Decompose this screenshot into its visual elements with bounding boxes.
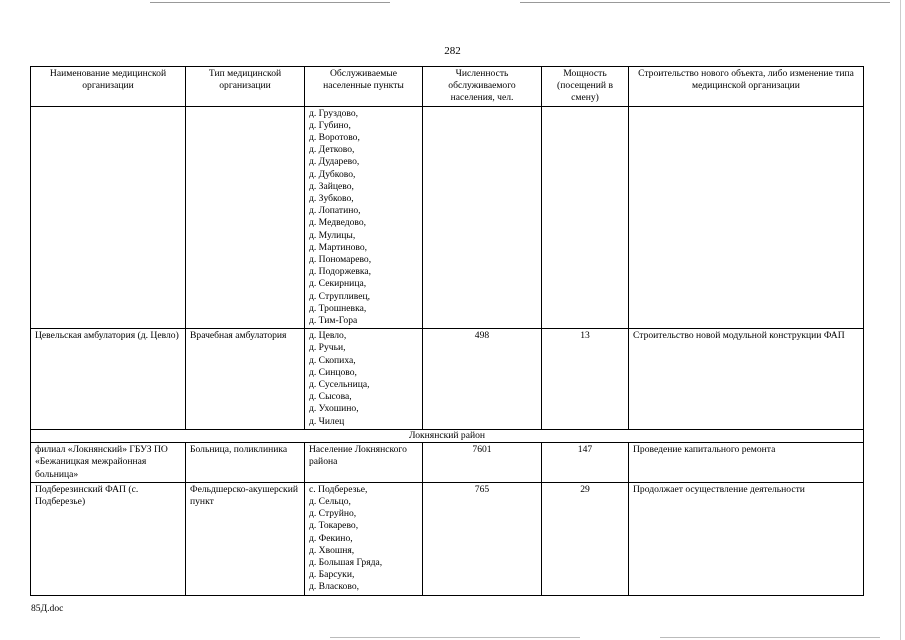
cell-org-type: Врачебная амбулатория — [186, 329, 305, 430]
table-row — [31, 106, 864, 329]
locality-item: д. Сельцо, — [309, 495, 351, 507]
district-row — [31, 429, 864, 442]
locality-item: д. Мартиново, — [309, 241, 368, 253]
locality-item: д. Большая Гряда, — [309, 556, 383, 568]
scan-artifact-right — [900, 0, 901, 640]
locality-item: д. Ручьи, — [309, 342, 346, 354]
table-row — [31, 329, 864, 430]
header-construction: Строительство нового объекта, либо изменение типа медицинской организации — [629, 67, 864, 107]
locality-item: д. Детково, — [309, 144, 355, 156]
locality-item: д. Зубково, — [309, 193, 354, 205]
locality-item: д. Скопиха, — [309, 354, 356, 366]
cell-construction: Строительство новой модульной конструкции ФАП — [629, 329, 864, 430]
header-population: Численность обслуживаемого населения, чел. — [423, 67, 542, 107]
locality-item: с. Подберезье, — [309, 483, 368, 495]
cell-org-type: Фельдшерско-акушерский пункт — [186, 482, 305, 595]
locality-item: д. Хвошня, — [309, 544, 355, 556]
locality-item: д. Барсуки, — [309, 569, 355, 581]
cell-org-name — [31, 106, 186, 329]
locality-item: д. Груздово, — [309, 107, 359, 119]
locality-item: д. Власково, — [309, 581, 360, 593]
header-localities: Обслуживаемые населенные пункты — [305, 67, 423, 107]
cell-population: 765 — [423, 482, 542, 595]
locality-item: д. Губино, — [309, 119, 351, 131]
locality-item: д. Синцово, — [309, 366, 357, 378]
locality-item: д. Фекино, — [309, 532, 353, 544]
district-label: Локнянский район — [31, 429, 864, 442]
cell-localities — [305, 443, 423, 483]
locality-item: Население Локнянского района — [309, 444, 407, 468]
table-header-row — [31, 67, 864, 107]
locality-item: д. Секирница, — [309, 278, 367, 290]
header-org-type: Тип медицинской организации — [186, 67, 305, 107]
table-row — [31, 443, 864, 483]
cell-org-name: Подберезинский ФАП (с. Подберезье) — [31, 482, 186, 595]
locality-item: д. Струпливец, — [309, 290, 371, 302]
cell-localities — [305, 482, 423, 595]
cell-capacity: 13 — [542, 329, 629, 430]
scan-artifact-bottom — [0, 636, 905, 639]
locality-item: д. Сысова, — [309, 391, 352, 403]
cell-capacity: 29 — [542, 482, 629, 595]
cell-population: 498 — [423, 329, 542, 430]
locality-item: д. Струйно, — [309, 508, 357, 520]
cell-construction — [629, 106, 864, 329]
cell-construction: Продолжает осуществление деятельности — [629, 482, 864, 595]
cell-localities — [305, 329, 423, 430]
cell-population — [423, 106, 542, 329]
locality-item: д. Дударево, — [309, 156, 360, 168]
locality-item: д. Мулицы, — [309, 229, 356, 241]
cell-org-name: филиал «Локнянский» ГБУЗ ПО «Бежаницкая межрайонная больница» — [31, 443, 186, 483]
table-row — [31, 482, 864, 595]
locality-item: д. Сусельница, — [309, 379, 370, 391]
page-number: 282 — [444, 45, 461, 57]
cell-org-type: Больница, поликлиника — [186, 443, 305, 483]
locality-item: д. Токарево, — [309, 520, 359, 532]
cell-org-name: Цевельская амбулатория (д. Цевло) — [31, 329, 186, 430]
locality-item: д. Тим-Гора — [309, 315, 358, 327]
locality-item: д. Цевло, — [309, 330, 347, 342]
cell-population: 7601 — [423, 443, 542, 483]
locality-item: д. Медведово, — [309, 217, 367, 229]
locality-item: д. Лопатино, — [309, 205, 361, 217]
locality-item: д. Зайцево, — [309, 180, 354, 192]
scan-artifact-top — [0, 0, 905, 5]
medical-organizations-table — [30, 66, 864, 596]
locality-item: д. Пономарево, — [309, 254, 372, 266]
locality-item: д. Чилец — [309, 415, 345, 427]
header-capacity: Мощность (посещений в смену) — [542, 67, 629, 107]
locality-item: д. Дубково, — [309, 168, 356, 180]
cell-capacity: 147 — [542, 443, 629, 483]
cell-construction: Проведение капитального ремонта — [629, 443, 864, 483]
locality-item: д. Подоржевка, — [309, 266, 372, 278]
locality-item: д. Воротово, — [309, 132, 360, 144]
cell-capacity — [542, 106, 629, 329]
locality-item: д. Ухошино, — [309, 403, 359, 415]
header-org-name: Наименование медицинской организации — [31, 67, 186, 107]
cell-org-type — [186, 106, 305, 329]
cell-localities — [305, 106, 423, 329]
document-filename: 85Д.doc — [31, 603, 64, 614]
locality-item: д. Трошневка, — [309, 302, 367, 314]
